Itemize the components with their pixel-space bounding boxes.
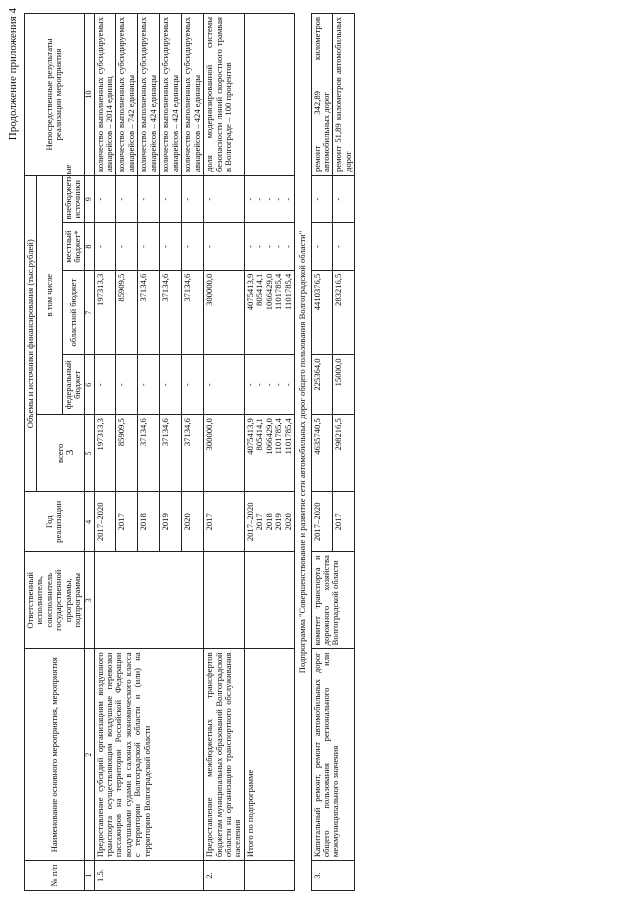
row-regional: 37134,6 [160, 270, 182, 355]
table-row [311, 14, 333, 891]
subtotal-value: 1066429,0 [263, 418, 274, 455]
subtotal-federal [244, 355, 294, 415]
subtotal-years [244, 492, 294, 552]
subtotal-extra [244, 176, 294, 223]
subtotal-value: - [254, 245, 265, 249]
row-num [244, 861, 294, 891]
row-result: количество выполненных субсидируемых авиарейсов – 2014 единиц [94, 14, 116, 176]
subtotal-value: - [282, 383, 293, 387]
col-number: 3 [84, 552, 94, 649]
section-row [295, 14, 311, 891]
page-number: 3 [64, 449, 76, 456]
subtotal-value: - [244, 245, 255, 249]
row-year: 2017–2020 [311, 492, 333, 552]
subtotal-value: 805414,1 [254, 273, 265, 306]
subtotal-value: - [282, 197, 293, 201]
row-result: количество выполненных субсидируемых авиарейсов – 742 единицы [116, 14, 138, 176]
row-extra: - [94, 176, 116, 223]
row-regional: 37134,6 [182, 270, 204, 355]
subtotal-value: - [244, 383, 255, 387]
header-name: Наименование основного мероприятия, мероприятия [25, 649, 85, 861]
row-total: 298216,5 [333, 415, 355, 492]
row-total: 300000,0 [204, 415, 245, 492]
row-federal: - [94, 355, 116, 415]
subtotal-year: 2020 [282, 513, 293, 531]
row-local: - [160, 223, 182, 270]
row-name: Капитальный ремонт, ремонт автомобильных дорог общего пользования регионального или межмуниципального значения [311, 649, 355, 861]
subtotal-value: 4075413,9 [244, 273, 255, 311]
subtotal-total [244, 415, 294, 492]
row-federal: - [204, 355, 245, 415]
header-num: № п/п [25, 861, 85, 891]
row-extra: - [138, 176, 160, 223]
subtotal-value: - [263, 383, 274, 387]
row-extra: - [116, 176, 138, 223]
subtotal-value: 805414,1 [254, 418, 265, 451]
row-extra: - [160, 176, 182, 223]
col-number: 4 [84, 492, 94, 552]
row-federal: 225364,0 [311, 355, 333, 415]
appendix-title: Продолжение приложения 4 [7, 8, 19, 141]
row-result: количество выполненных субсидируемых авиарейсов – 424 единицы [138, 14, 160, 176]
row-extra: - [182, 176, 204, 223]
col-number: 9 [84, 176, 94, 223]
row-year: 2020 [182, 492, 204, 552]
row-local: - [311, 223, 333, 270]
row-total: 4635740,5 [311, 415, 333, 492]
subtotal-value: 1101785,4 [282, 418, 293, 455]
subtotal-value: - [244, 197, 255, 201]
row-regional: 4410376,5 [311, 270, 333, 355]
subtotal-value: - [282, 245, 293, 249]
row-local: - [116, 223, 138, 270]
subtotal-year: 2017 [254, 513, 265, 531]
subtotal-value: - [273, 197, 284, 201]
subtotal-row [244, 14, 294, 891]
row-regional: 85909,5 [116, 270, 138, 355]
subtotal-value: - [263, 245, 274, 249]
subtotal-value: - [263, 197, 274, 201]
row-num: 2. [204, 861, 245, 891]
header-row-1 [25, 14, 37, 891]
financing-table [24, 13, 355, 891]
col-number: 7 [84, 270, 94, 355]
header-result: Непосредственные результаты реализации мероприятия [25, 14, 85, 176]
row-extra: - [311, 176, 333, 223]
header-year: Год реализации [25, 492, 85, 552]
row-total: 85909,5 [116, 415, 138, 492]
row-regional: 37134,6 [138, 270, 160, 355]
header-federal: федеральный бюджет [62, 355, 84, 415]
header-financing-group: Объемы и источники финансирования (тыс.рублей) [25, 176, 37, 492]
subtotal-value: 4075413,9 [244, 418, 255, 455]
row-extra: - [204, 176, 245, 223]
row-result: количество выполненных субсидируемых авиарейсов – 424 единицы [160, 14, 182, 176]
row-local: - [138, 223, 160, 270]
row-num: 1.5. [94, 861, 204, 891]
subtotal-local [244, 223, 294, 270]
row-federal: - [182, 355, 204, 415]
subtotal-regional [244, 270, 294, 355]
header-regional: областной бюджет [62, 270, 84, 355]
row-name: Предоставление субсидий организациям воздушного транспорта осуществляющим воздушные перевозки пассажиров на территории Российской Федерации воздушными судами в салонах экономического класса с территории Волгоградской области и (или) на территорию Волгоградской области [94, 649, 204, 861]
header-responsible: Ответственный исполнитель, соисполнитель государственной программы, подпрограммы [25, 552, 85, 649]
subtotal-value: 1101785,4 [282, 273, 293, 310]
subtotal-value: - [273, 245, 284, 249]
row-responsible: комитет транспорта и дорожного хозяйства Волгоградской области [311, 552, 355, 649]
row-year: 2018 [138, 492, 160, 552]
subtotal-value: 1101785,4 [273, 418, 284, 455]
row-local: - [182, 223, 204, 270]
row-responsible [204, 552, 245, 649]
row-federal: - [116, 355, 138, 415]
subtotal-year: 2017–2020 [244, 502, 255, 542]
row-total: 37134,6 [138, 415, 160, 492]
table-row [94, 14, 116, 891]
row-federal: 15000,0 [333, 355, 355, 415]
subtotal-label: Итого по подпрограмме [244, 649, 294, 861]
table-wrapper [24, 13, 355, 891]
row-year: 2017 [116, 492, 138, 552]
row-year: 2017 [333, 492, 355, 552]
row-result: ремонт 51,89 километров автомобильных дорог [333, 14, 355, 176]
col-number: 10 [84, 14, 94, 176]
subtotal-value: - [254, 383, 265, 387]
row-result [244, 14, 294, 176]
row-extra: - [333, 176, 355, 223]
row-result: ремонт 342,89 километров автомобильных дорог [311, 14, 333, 176]
header-local: местный бюджет* [62, 223, 84, 270]
subtotal-year: 2018 [263, 513, 274, 531]
header-total: всего [37, 415, 84, 492]
header-including: в том числе [37, 176, 62, 415]
row-year: 2017–2020 [94, 492, 116, 552]
row-year: 2019 [160, 492, 182, 552]
col-number: 6 [84, 355, 94, 415]
col-number: 2 [84, 649, 94, 861]
col-number: 5 [84, 415, 94, 492]
row-responsible [244, 552, 294, 649]
row-regional: 197313,3 [94, 270, 116, 355]
subtotal-value: - [273, 383, 284, 387]
row-year: 2017 [204, 492, 245, 552]
row-name: Предоставление межбюджетных трансфертов бюджетам муниципальных образований Волгоградской области на организацию транспортного обслуживания населения [204, 649, 245, 861]
row-total: 37134,6 [160, 415, 182, 492]
row-local: - [333, 223, 355, 270]
column-numbers-row [84, 14, 94, 891]
subtotal-value: 1101785,4 [273, 273, 284, 310]
row-total: 37134,6 [182, 415, 204, 492]
row-total: 197313,3 [94, 415, 116, 492]
subtotal-value: 1066429,0 [263, 273, 274, 311]
col-number: 1 [84, 861, 94, 891]
row-regional: 283216,5 [333, 270, 355, 355]
subtotal-year: 2019 [273, 513, 284, 531]
subtotal-value: - [254, 197, 265, 201]
row-responsible [94, 552, 204, 649]
row-result: количество выполненных субсидируемых авиарейсов – 424 единицы [182, 14, 204, 176]
col-number: 8 [84, 223, 94, 270]
row-federal: - [138, 355, 160, 415]
row-local: - [94, 223, 116, 270]
subprogram-title: Подпрограмма "Совершенствование и развитие сети автомобильных дорог общего пользования Волгоградской области" [295, 14, 311, 891]
row-regional: 300000,0 [204, 270, 245, 355]
header-extra: внебюджетные источники [62, 176, 84, 223]
row-result: доля модернизированной системы безопасности линий скоростного трамвая в Волгограде – 100 процентов [204, 14, 245, 176]
table-row [204, 14, 245, 891]
row-num: 3. [311, 861, 355, 891]
row-local: - [204, 223, 245, 270]
row-federal: - [160, 355, 182, 415]
